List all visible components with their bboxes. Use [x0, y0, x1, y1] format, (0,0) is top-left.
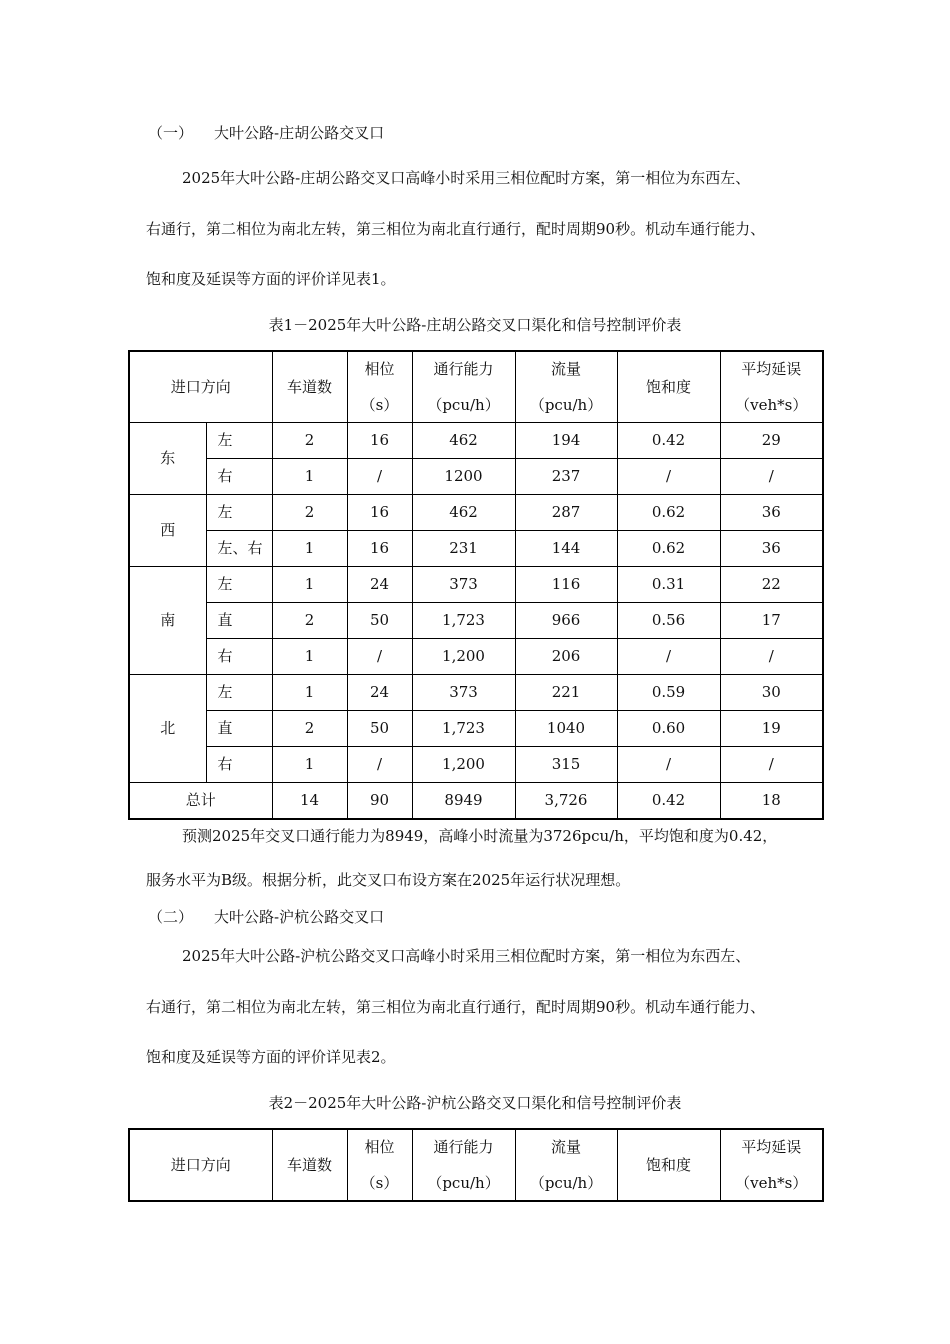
capacity-cell: 1,200 — [412, 639, 515, 675]
saturation-cell: 0.60 — [617, 711, 720, 747]
total-delay: 18 — [720, 783, 823, 820]
delay-cell: / — [720, 639, 823, 675]
saturation-cell: / — [617, 639, 720, 675]
table-row — [129, 639, 823, 675]
turn-cell: 左、右 — [206, 531, 272, 567]
header-flow: 流量 （pcu/h） — [515, 1129, 617, 1201]
table-total-row — [129, 783, 823, 820]
flow-cell: 206 — [515, 639, 617, 675]
section2-number: （二） — [148, 908, 194, 926]
delay-cell: 17 — [720, 603, 823, 639]
section1-title: 大叶公路-庄胡公路交叉口 — [214, 124, 385, 142]
flow-cell: 116 — [515, 567, 617, 603]
table1-caption: 表1－2025年大叶公路-庄胡公路交叉口渠化和信号控制评价表 — [268, 316, 682, 334]
turn-cell: 左 — [206, 675, 272, 711]
header-lanes: 车道数 — [272, 351, 347, 423]
phase-cell: / — [347, 459, 412, 495]
capacity-cell: 1,723 — [412, 711, 515, 747]
capacity-cell: 1,723 — [412, 603, 515, 639]
turn-cell: 直 — [206, 603, 272, 639]
flow-cell: 221 — [515, 675, 617, 711]
saturation-cell: / — [617, 747, 720, 783]
delay-cell: 22 — [720, 567, 823, 603]
table-row — [129, 459, 823, 495]
turn-cell: 右 — [206, 459, 272, 495]
table-row — [129, 711, 823, 747]
phase-cell: 50 — [347, 603, 412, 639]
table-row — [129, 675, 823, 711]
table2 — [128, 1128, 824, 1202]
total-phase: 90 — [347, 783, 412, 820]
phase-cell: / — [347, 639, 412, 675]
header-saturation: 饱和度 — [617, 1129, 720, 1201]
table-row — [129, 531, 823, 567]
saturation-cell: 0.42 — [617, 423, 720, 459]
section2-heading — [148, 906, 384, 927]
capacity-cell: 1,200 — [412, 747, 515, 783]
capacity-cell: 462 — [412, 423, 515, 459]
flow-cell: 237 — [515, 459, 617, 495]
turn-cell: 右 — [206, 639, 272, 675]
lanes-cell: 2 — [272, 423, 347, 459]
header-phase: 相位 （s） — [347, 351, 412, 423]
total-capacity: 8949 — [412, 783, 515, 820]
lanes-cell: 2 — [272, 603, 347, 639]
header-capacity: 通行能力 （pcu/h） — [412, 351, 515, 423]
saturation-cell: 0.62 — [617, 495, 720, 531]
saturation-cell: 0.62 — [617, 531, 720, 567]
delay-cell: 36 — [720, 495, 823, 531]
table1-header-row — [129, 351, 823, 423]
header-direction: 进口方向 — [129, 351, 272, 423]
turn-cell: 左 — [206, 495, 272, 531]
lanes-cell: 1 — [272, 675, 347, 711]
phase-cell: 16 — [347, 495, 412, 531]
flow-cell: 287 — [515, 495, 617, 531]
total-saturation: 0.42 — [617, 783, 720, 820]
header-lanes: 车道数 — [272, 1129, 347, 1201]
flow-cell: 966 — [515, 603, 617, 639]
flow-cell: 194 — [515, 423, 617, 459]
section2-para-line-1: 2025年大叶公路-沪杭公路交叉口高峰小时采用三相位配时方案，第一相位为东西左、 — [182, 947, 751, 965]
phase-cell: 16 — [347, 531, 412, 567]
header-delay: 平均延误 （veh*s） — [720, 351, 823, 423]
delay-cell: 30 — [720, 675, 823, 711]
phase-cell: 24 — [347, 675, 412, 711]
turn-cell: 直 — [206, 711, 272, 747]
capacity-cell: 373 — [412, 675, 515, 711]
lanes-cell: 2 — [272, 711, 347, 747]
header-delay: 平均延误 （veh*s） — [720, 1129, 823, 1201]
header-direction: 进口方向 — [129, 1129, 272, 1201]
section1-para-line-3: 饱和度及延误等方面的评价详见表1。 — [146, 270, 396, 288]
phase-cell: / — [347, 747, 412, 783]
phase-cell: 24 — [347, 567, 412, 603]
section1-para-line-1: 2025年大叶公路-庄胡公路交叉口高峰小时采用三相位配时方案，第一相位为东西左、 — [182, 169, 751, 187]
delay-cell: 36 — [720, 531, 823, 567]
phase-cell: 16 — [347, 423, 412, 459]
saturation-cell: 0.31 — [617, 567, 720, 603]
section1-para-line-2: 右通行，第二相位为南北左转，第三相位为南北直行通行，配时周期90秒。机动车通行能力、 — [146, 220, 766, 238]
lanes-cell: 1 — [272, 747, 347, 783]
turn-cell: 左 — [206, 567, 272, 603]
group-name: 东 — [129, 423, 206, 495]
total-label: 总计 — [129, 783, 272, 820]
capacity-cell: 373 — [412, 567, 515, 603]
delay-cell: / — [720, 747, 823, 783]
lanes-cell: 2 — [272, 495, 347, 531]
table-row — [129, 495, 823, 531]
section1-summary-line-1: 预测2025年交叉口通行能力为8949，高峰小时流量为3726pcu/h，平均饱和度为0.42， — [182, 827, 778, 845]
group-name: 西 — [129, 495, 206, 567]
delay-cell: 19 — [720, 711, 823, 747]
header-capacity: 通行能力 （pcu/h） — [412, 1129, 515, 1201]
section1-number: （一） — [148, 124, 194, 142]
lanes-cell: 1 — [272, 567, 347, 603]
capacity-cell: 462 — [412, 495, 515, 531]
saturation-cell: / — [617, 459, 720, 495]
table1 — [128, 350, 824, 820]
lanes-cell: 1 — [272, 531, 347, 567]
delay-cell: 29 — [720, 423, 823, 459]
lanes-cell: 1 — [272, 639, 347, 675]
turn-cell: 右 — [206, 747, 272, 783]
saturation-cell: 0.56 — [617, 603, 720, 639]
group-name: 南 — [129, 567, 206, 675]
table-row — [129, 423, 823, 459]
capacity-cell: 231 — [412, 531, 515, 567]
header-flow: 流量 （pcu/h） — [515, 351, 617, 423]
group-name: 北 — [129, 675, 206, 783]
flow-cell: 144 — [515, 531, 617, 567]
header-saturation: 饱和度 — [617, 351, 720, 423]
phase-cell: 50 — [347, 711, 412, 747]
delay-cell: / — [720, 459, 823, 495]
table-row — [129, 567, 823, 603]
turn-cell: 左 — [206, 423, 272, 459]
flow-cell: 315 — [515, 747, 617, 783]
section2-title: 大叶公路-沪杭公路交叉口 — [214, 908, 385, 926]
flow-cell: 1040 — [515, 711, 617, 747]
table2-caption: 表2－2025年大叶公路-沪杭公路交叉口渠化和信号控制评价表 — [268, 1094, 682, 1112]
total-lanes: 14 — [272, 783, 347, 820]
section2-para-line-2: 右通行，第二相位为南北左转，第三相位为南北直行通行，配时周期90秒。机动车通行能力、 — [146, 998, 766, 1016]
section2-para-line-3: 饱和度及延误等方面的评价详见表2。 — [146, 1048, 396, 1066]
table2-header-row — [129, 1129, 823, 1201]
table-row — [129, 747, 823, 783]
table-row — [129, 603, 823, 639]
capacity-cell: 1200 — [412, 459, 515, 495]
section1-heading — [148, 122, 384, 143]
section1-summary-line-2: 服务水平为B级。根据分析，此交叉口布设方案在2025年运行状况理想。 — [146, 871, 631, 889]
lanes-cell: 1 — [272, 459, 347, 495]
saturation-cell: 0.59 — [617, 675, 720, 711]
total-flow: 3,726 — [515, 783, 617, 820]
header-phase: 相位 （s） — [347, 1129, 412, 1201]
